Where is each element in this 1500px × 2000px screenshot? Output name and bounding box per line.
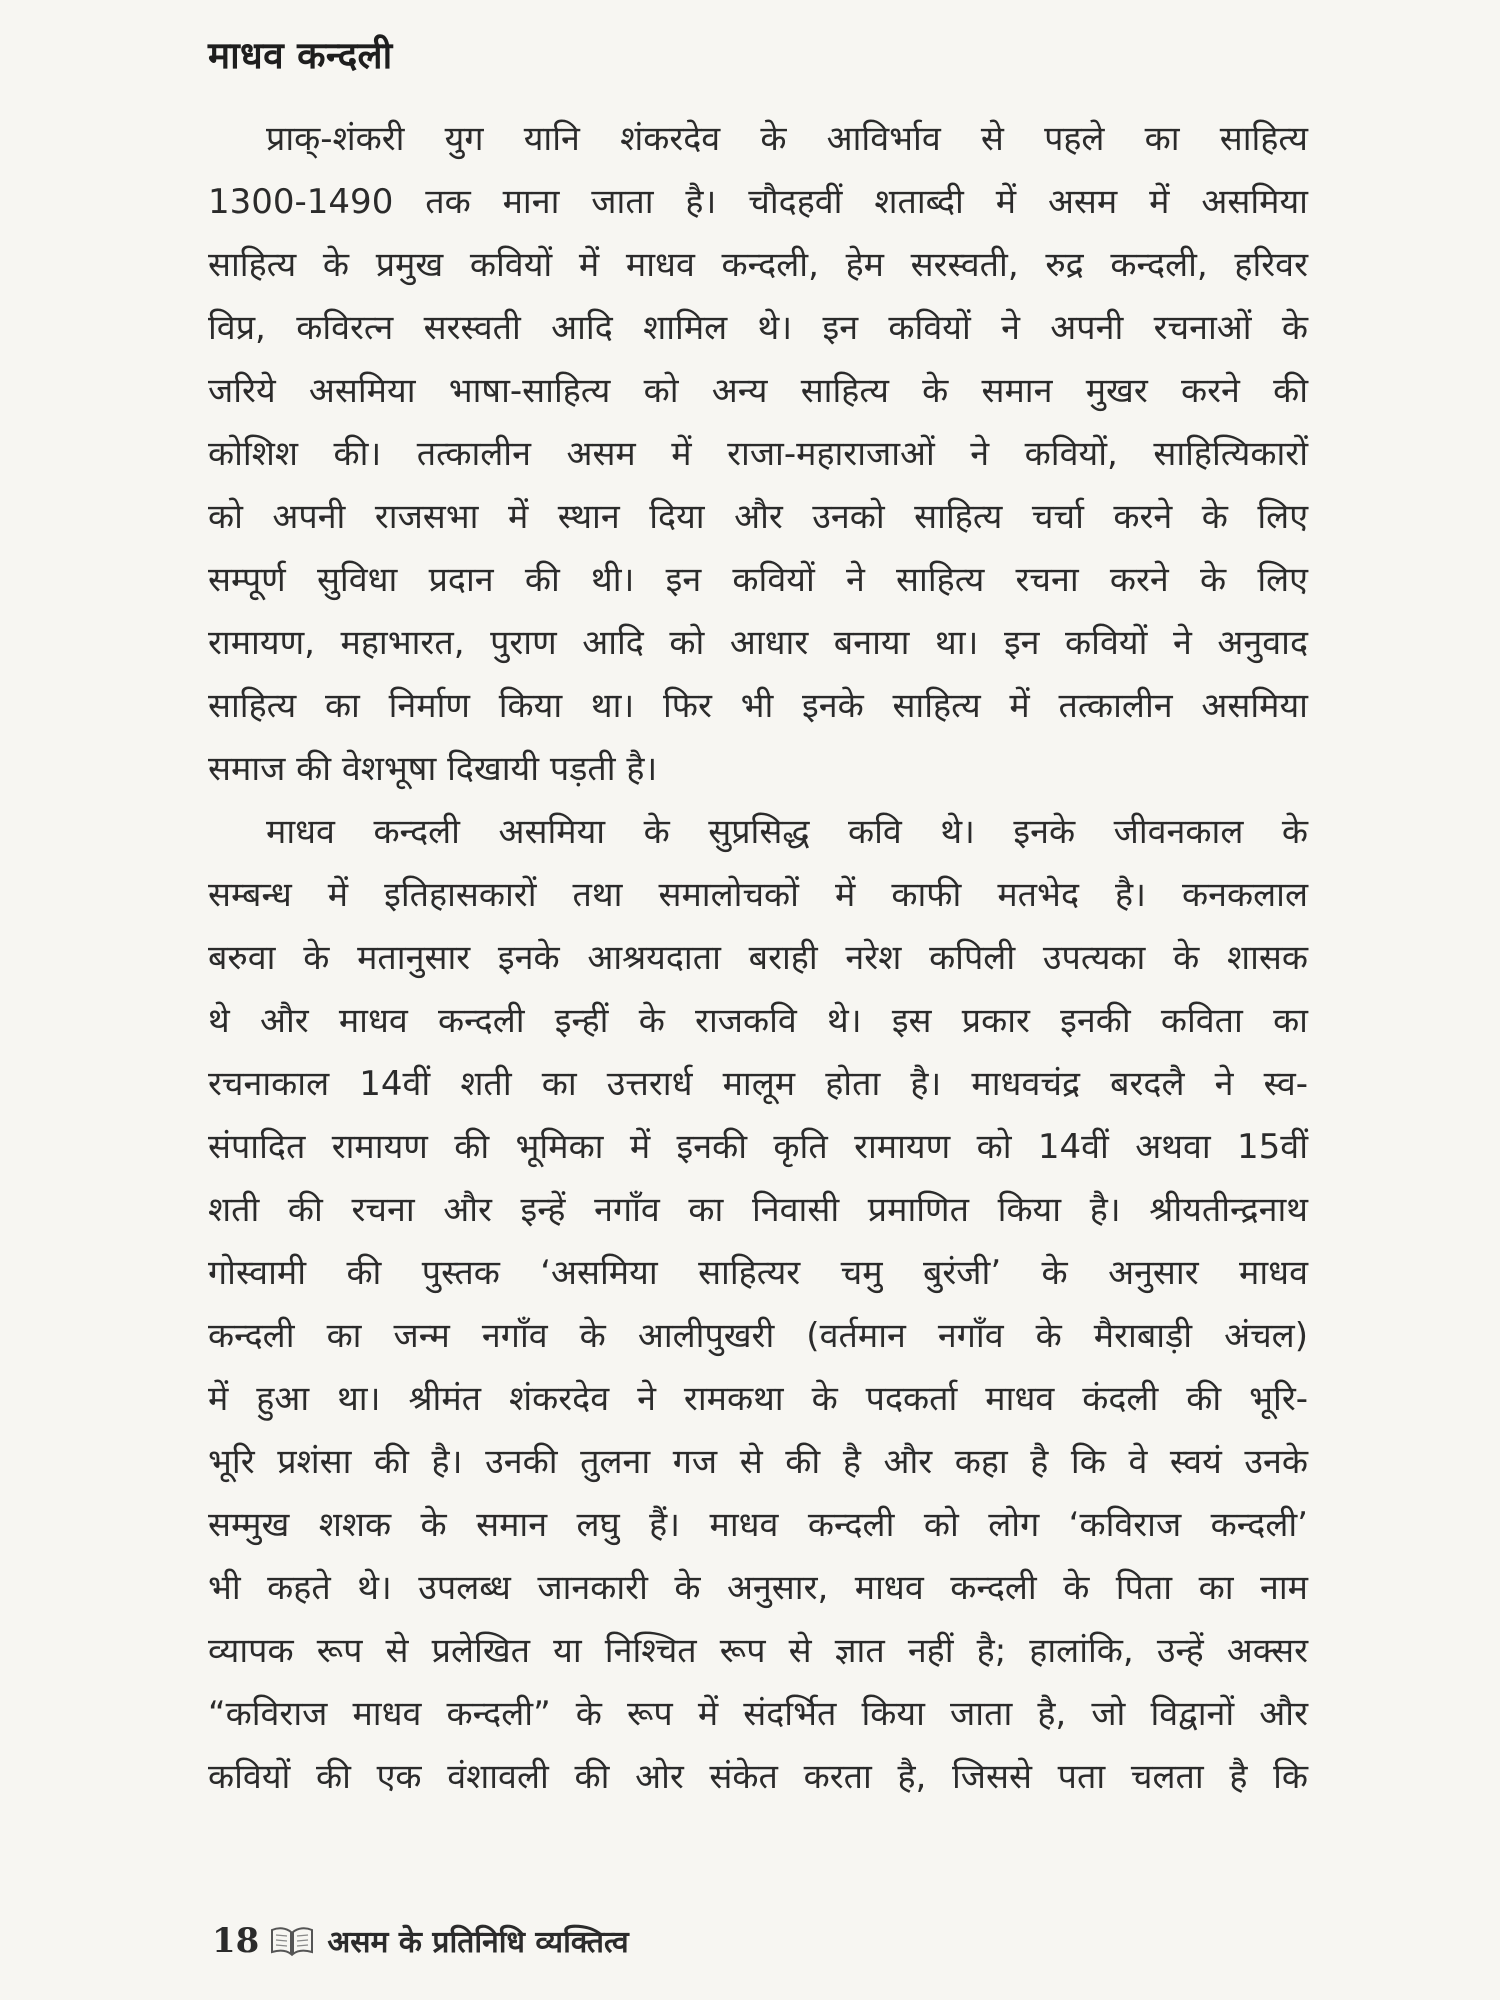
text-line: गोस्वामी की पुस्तक ‘असमिया साहित्यर चमु बुरंजी’ के अनुसार माधव [208, 1253, 1308, 1293]
text-line: साहित्य के प्रमुख कवियों में माधव कन्दली, हेम सरस्वती, रुद्र कन्दली, हरिवर [208, 245, 1308, 285]
text-line: भी कहते थे। उपलब्ध जानकारी के अनुसार, माधव कन्दली के पिता का नाम [208, 1568, 1308, 1608]
text-line: जरिये असमिया भाषा-साहित्य को अन्य साहित्य के समान मुखर करने की [208, 371, 1308, 411]
text-line: सम्बन्ध में इतिहासकारों तथा समालोचकों में काफी मतभेद है। कनकलाल [208, 875, 1308, 915]
text-line: को अपनी राजसभा में स्थान दिया और उनको साहित्य चर्चा करने के लिए [208, 497, 1308, 537]
text-line: भूरि प्रशंसा की है। उनकी तुलना गज से की है और कहा है कि वे स्वयं उनके [208, 1442, 1308, 1482]
text-line: 1300-1490 तक माना जाता है। चौदहवीं शताब्दी में असम में असमिया [208, 182, 1308, 222]
text-line: साहित्य का निर्माण किया था। फिर भी इनके साहित्य में तत्कालीन असमिया [208, 686, 1308, 726]
text-line: समाज की वेशभूषा दिखायी पड़ती है। [208, 749, 658, 789]
body-text [208, 108, 1308, 1809]
page-number: 18 [212, 1920, 260, 1961]
text-line: सम्मुख शशक के समान लघु हैं। माधव कन्दली को लोग ‘कविराज कन्दली’ [208, 1505, 1308, 1545]
open-book-icon [269, 1925, 315, 1957]
text-line: प्राक्-शंकरी युग यानि शंकरदेव के आविर्भाव से पहले का साहित्य [266, 119, 1308, 159]
text-line: सम्पूर्ण सुविधा प्रदान की थी। इन कवियों ने साहित्य रचना करने के लिए [208, 560, 1308, 600]
text-line: शती की रचना और इन्हें नगाँव का निवासी प्रमाणित किया है। श्रीयतीन्द्रनाथ [208, 1190, 1308, 1230]
text-line: “कविराज माधव कन्दली” के रूप में संदर्भित किया जाता है, जो विद्वानों और [208, 1694, 1308, 1734]
text-line: रामायण, महाभारत, पुराण आदि को आधार बनाया था। इन कवियों ने अनुवाद [208, 623, 1308, 663]
text-line: कन्दली का जन्म नगाँव के आलीपुखरी (वर्तमान नगाँव के मैराबाड़ी अंचल) [208, 1316, 1308, 1356]
text-line: व्यापक रूप से प्रलेखित या निश्चित रूप से ज्ञात नहीं है; हालांकि, उन्हें अक्सर [208, 1631, 1308, 1671]
text-line: विप्र, कविरत्न सरस्वती आदि शामिल थे। इन कवियों ने अपनी रचनाओं के [208, 308, 1308, 348]
text-line: में हुआ था। श्रीमंत शंकरदेव ने रामकथा के पदकर्ता माधव कंदली की भूरि- [208, 1379, 1308, 1419]
book-title: असम के प्रतिनिधि व्यक्तित्व [327, 1925, 629, 1960]
text-line: बरुवा के मतानुसार इनके आश्रयदाता बराही नरेश कपिली उपत्यका के शासक [208, 938, 1308, 978]
text-line: थे और माधव कन्दली इन्हीं के राजकवि थे। इस प्रकार इनकी कविता का [208, 1001, 1308, 1041]
page-footer [212, 1920, 629, 1961]
text-line: माधव कन्दली असमिया के सुप्रसिद्ध कवि थे। इनके जीवनकाल के [266, 812, 1308, 852]
text-line: संपादित रामायण की भूमिका में इनकी कृति रामायण को 14वीं अथवा 15वीं [208, 1127, 1308, 1167]
text-line: कवियों की एक वंशावली की ओर संकेत करता है, जिससे पता चलता है कि [208, 1757, 1308, 1797]
section-heading: माधव कन्दली [208, 34, 393, 77]
text-line: रचनाकाल 14वीं शती का उत्तरार्ध मालूम होता है। माधवचंद्र बरदलै ने स्व- [208, 1064, 1308, 1104]
text-line: कोशिश की। तत्कालीन असम में राजा-महाराजाओं ने कवियों, साहित्यिकारों [208, 434, 1308, 474]
